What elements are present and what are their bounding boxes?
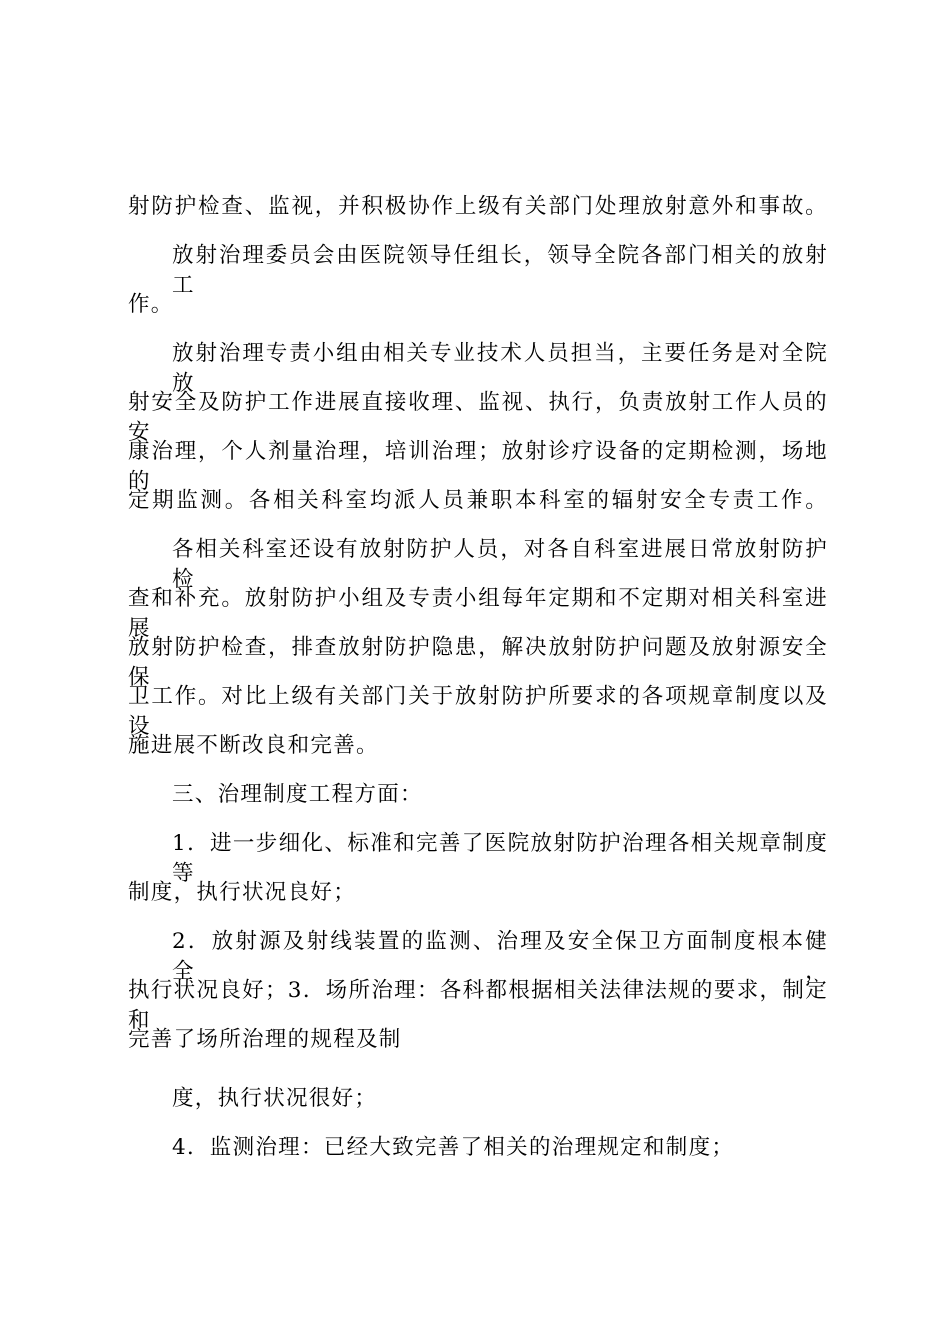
text-line-3: 作。 — [128, 292, 174, 317]
text-line-10: 放射防护检查，排查放射防护隐患，解决放射防护问题及放射源安全保 — [128, 635, 828, 690]
text-line-2: 放射治理委员会由医院领导任组长，领导全院各部门相关的放射工 — [172, 243, 828, 298]
text-line-8: 各相关科室还设有放射防护人员，对各自科室进展日常放射防护检 — [172, 537, 828, 592]
text-line-19: 度，执行状况很好； — [172, 1086, 378, 1111]
text-line-14: 1．进一步细化、标准和完善了医院放射防护治理各相关规章制度等 — [172, 831, 828, 886]
text-line-17: 执行状况良好；3．场所治理：各科都根据相关法律法规的要求，制定和 — [128, 978, 828, 1033]
text-line-15: 制度，执行状况良好； — [128, 880, 357, 905]
text-line-4: 放射治理专责小组由相关专业技术人员担当，主要任务是对全院放 — [172, 341, 828, 396]
text-line-12: 施进展不断改良和完善。 — [128, 733, 379, 758]
text-line-9: 查和补充。放射防护小组及专责小组每年定期和不定期对相关科室进展 — [128, 586, 828, 641]
text-line-5: 射安全及防护工作进展直接收理、监视、执行，负责放射工作人员的安 — [128, 390, 828, 445]
text-line-11: 卫工作。对比上级有关部门关于放射防护所要求的各项规章制度以及设 — [128, 684, 828, 739]
text-line-20: 4．监测治理：已经大致完善了相关的治理规定和制度； — [172, 1135, 735, 1160]
text-line-1: 射防护检查、监视，并积极协作上级有关部门处理放射意外和事故。 — [128, 194, 828, 219]
text-line-18: 完善了场所治理的规程及制 — [128, 1027, 402, 1052]
section-heading: 三、治理制度工程方面： — [172, 782, 423, 807]
text-line-7: 定期监测。各相关科室均派人员兼职本科室的辐射安全专责工作。 — [128, 488, 828, 513]
text-line-16: 2．放射源及射线装置的监测、治理及安全保卫方面制度根本健全， — [172, 929, 828, 984]
text-line-6: 康治理，个人剂量治理，培训治理；放射诊疗设备的定期检测，场地的 — [128, 439, 828, 494]
